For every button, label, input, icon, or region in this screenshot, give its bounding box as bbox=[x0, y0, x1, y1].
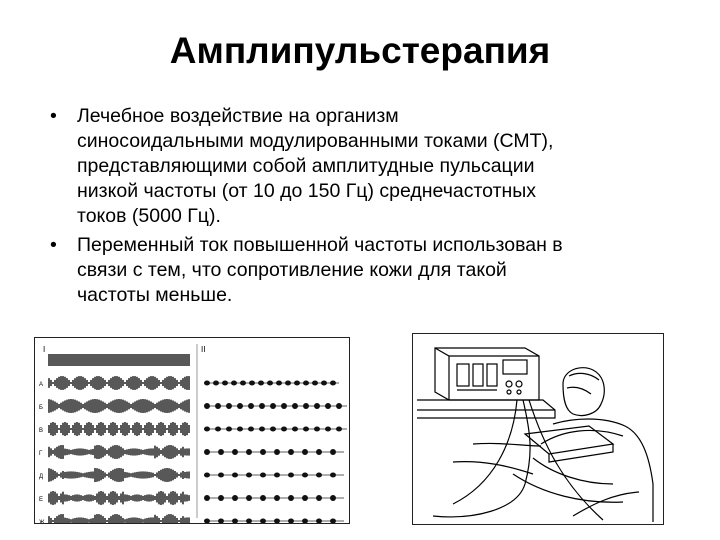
pulse-mark bbox=[288, 473, 294, 478]
row-label: Е bbox=[39, 497, 44, 503]
pulse-mark bbox=[218, 449, 224, 455]
row-label: Г bbox=[39, 451, 43, 457]
pulse-mark bbox=[204, 449, 210, 455]
pulse-mark bbox=[302, 449, 308, 455]
pulse-mark bbox=[246, 495, 252, 501]
pulse-mark bbox=[292, 427, 298, 432]
pulse-mark bbox=[325, 403, 331, 409]
pulse-mark bbox=[281, 403, 287, 409]
pulse-mark bbox=[330, 473, 336, 478]
pulse-mark bbox=[316, 495, 322, 501]
pulse-mark bbox=[285, 381, 291, 386]
pulse-mark bbox=[260, 495, 266, 501]
row-label: Ж bbox=[39, 520, 45, 523]
pulse-mark bbox=[215, 427, 221, 432]
pulse-mark bbox=[258, 381, 264, 386]
pulse-mark bbox=[246, 519, 252, 524]
patient-with-apparatus-icon bbox=[413, 334, 663, 524]
panel-left-label: I bbox=[43, 345, 46, 354]
pulse-mark bbox=[330, 381, 336, 386]
pulse-mark bbox=[204, 427, 210, 432]
pulse-mark bbox=[260, 519, 266, 524]
pulse-mark bbox=[270, 403, 276, 409]
bullet-list bbox=[50, 104, 690, 312]
bullet-dot-icon: • bbox=[50, 234, 57, 256]
pulse-mark bbox=[240, 381, 246, 386]
pulse-mark bbox=[237, 403, 243, 409]
pulse-mark bbox=[316, 519, 322, 524]
row-label: А bbox=[39, 382, 44, 388]
bullet-line: представляющими собой амплитудные пульсации bbox=[77, 155, 535, 177]
row-label: Д bbox=[39, 474, 44, 480]
row-label: В bbox=[39, 428, 44, 434]
bullet-line: связи с тем, что сопротивление кожи для такой bbox=[77, 259, 507, 281]
pulse-mark bbox=[336, 427, 342, 432]
pulse-mark bbox=[259, 403, 265, 409]
pulse-mark bbox=[232, 449, 238, 455]
pulse-mark bbox=[330, 495, 336, 501]
pulse-mark bbox=[330, 449, 336, 455]
pulse-mark bbox=[302, 473, 308, 478]
pulse-mark bbox=[218, 473, 224, 478]
apparatus-figure bbox=[412, 333, 664, 525]
pulse-mark bbox=[213, 381, 219, 386]
pulse-mark bbox=[274, 449, 280, 455]
bullet-line: токов (5000 Гц). bbox=[77, 205, 221, 227]
pulse-mark bbox=[303, 403, 309, 409]
pulse-mark bbox=[231, 381, 237, 386]
pulse-mark bbox=[302, 519, 308, 524]
pulse-mark bbox=[292, 403, 298, 409]
pulse-mark bbox=[303, 381, 309, 386]
pulse-mark bbox=[226, 403, 232, 409]
bullet-item-1 bbox=[50, 104, 690, 229]
pulse-mark bbox=[274, 519, 280, 524]
pulse-mark bbox=[316, 473, 322, 478]
pulse-mark bbox=[316, 449, 322, 455]
pulse-mark bbox=[215, 403, 221, 409]
pulse-mark bbox=[274, 473, 280, 478]
pulse-mark bbox=[325, 427, 331, 432]
pulse-mark bbox=[281, 427, 287, 432]
pulse-mark bbox=[267, 381, 273, 386]
pulse-mark bbox=[204, 495, 210, 501]
pulse-mark bbox=[312, 381, 318, 386]
pulse-mark bbox=[246, 473, 252, 478]
pulse-mark bbox=[276, 381, 282, 386]
pulse-mark bbox=[204, 473, 210, 478]
pulse-mark bbox=[237, 427, 243, 432]
pulse-mark bbox=[246, 449, 252, 455]
pulse-mark bbox=[336, 403, 342, 409]
bullet-dot-icon: • bbox=[50, 105, 57, 127]
pulse-mark bbox=[218, 519, 224, 524]
bullet-line: синосоидальными модулированными токами (СМТ), bbox=[77, 130, 554, 152]
pulse-mark bbox=[288, 449, 294, 455]
pulse-mark bbox=[232, 519, 238, 524]
pulse-mark bbox=[222, 381, 228, 386]
bullet-item-2 bbox=[50, 233, 690, 308]
bullet-line: Переменный ток повышенной частоты использован в bbox=[77, 234, 563, 256]
pulse-mark bbox=[302, 495, 308, 501]
pulse-mark bbox=[314, 427, 320, 432]
pulse-mark bbox=[274, 495, 280, 501]
pulse-mark bbox=[232, 473, 238, 478]
pulse-mark bbox=[321, 381, 327, 386]
pulse-mark bbox=[226, 427, 232, 432]
pulse-mark bbox=[260, 449, 266, 455]
pulse-mark bbox=[249, 381, 255, 386]
bullet-line: низкой частоты (от 10 до 150 Гц) среднечастотных bbox=[77, 180, 537, 202]
pulse-mark bbox=[248, 403, 254, 409]
pulse-mark bbox=[330, 519, 336, 524]
bullet-line: Лечебное воздействие на организм bbox=[77, 105, 399, 127]
pulse-mark bbox=[204, 381, 210, 386]
slide-title: Амплипульстерапия bbox=[169, 30, 551, 71]
pulse-mark bbox=[288, 495, 294, 501]
pulse-mark bbox=[314, 403, 320, 409]
pulse-mark bbox=[204, 403, 210, 409]
pulse-mark bbox=[232, 495, 238, 501]
row-label: Б bbox=[39, 405, 43, 411]
waveform-image bbox=[35, 338, 349, 523]
pulse-mark bbox=[260, 473, 266, 478]
bullet-line: частоты меньше. bbox=[77, 284, 233, 306]
pulse-mark bbox=[303, 427, 309, 432]
panel-right-label: II bbox=[201, 345, 206, 354]
pulse-mark bbox=[270, 427, 276, 432]
pulse-mark bbox=[288, 519, 294, 524]
waveform-figure bbox=[34, 337, 350, 524]
pulse-mark bbox=[294, 381, 300, 386]
pulse-mark bbox=[218, 495, 224, 501]
pulse-mark bbox=[259, 427, 265, 432]
pulse-mark bbox=[204, 519, 210, 524]
pulse-mark bbox=[248, 427, 254, 432]
